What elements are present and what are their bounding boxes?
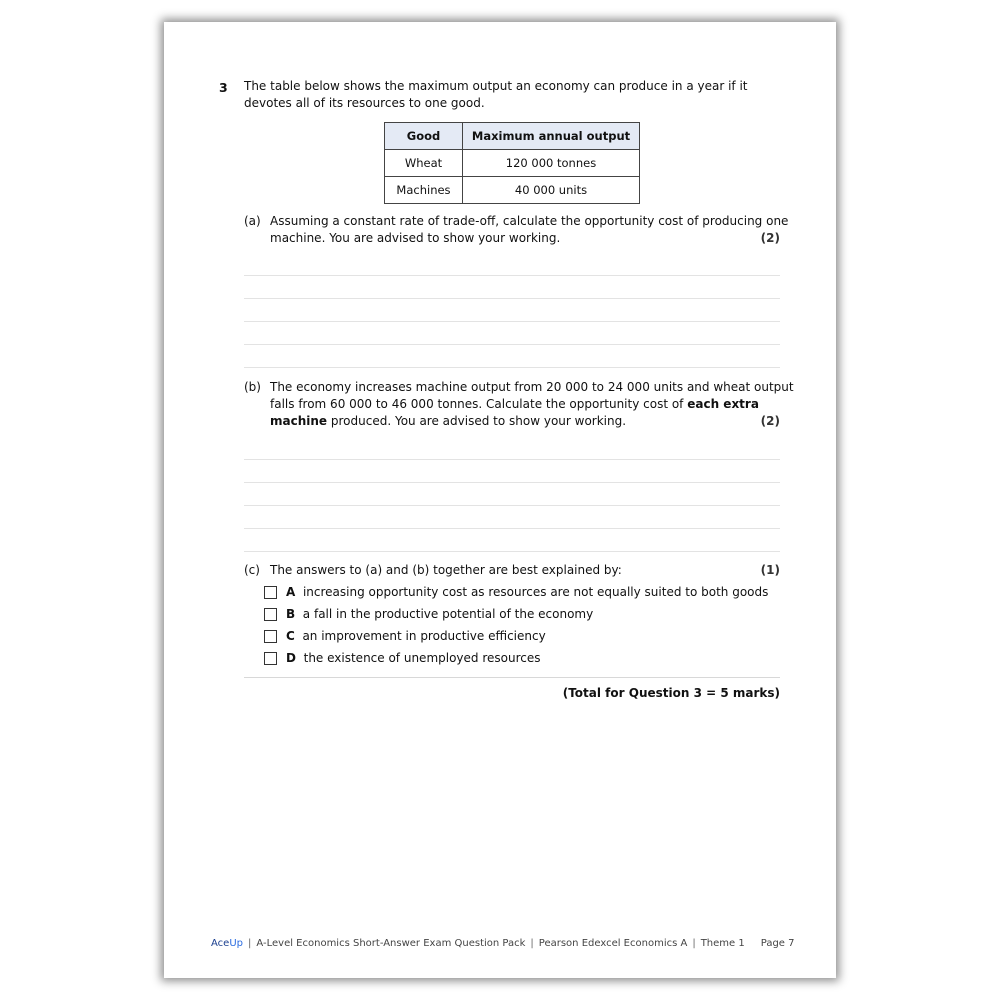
part-b-label: (b) <box>244 380 261 394</box>
part-b-marks: (2) <box>760 414 780 428</box>
part-b-line2 <box>270 396 759 413</box>
part-a-marks: (2) <box>760 231 780 245</box>
table-cell-output: 40 000 units <box>463 177 640 204</box>
answer-line <box>244 459 780 460</box>
answer-line <box>244 367 780 368</box>
answer-line <box>244 275 780 276</box>
question-number: 3 <box>219 80 228 95</box>
footer-page-number: Page 7 <box>760 938 795 949</box>
option-c <box>286 628 546 645</box>
option-a-text: increasing opportunity cost as resources are not equally suited to both goods <box>302 585 769 599</box>
part-b-line3-text: produced. You are advised to show your working. <box>327 414 627 428</box>
option-c-letter: C <box>286 629 295 643</box>
answer-line <box>244 528 780 529</box>
option-d-checkbox[interactable] <box>264 652 277 665</box>
option-c-checkbox[interactable] <box>264 630 277 643</box>
output-table <box>384 122 640 204</box>
answer-line <box>244 505 780 506</box>
option-d-text: the existence of unemployed resources <box>303 651 541 665</box>
question-stem-line1: The table below shows the maximum output an economy can produce in a year if it <box>244 79 748 93</box>
footer-board: Pearson Edexcel Economics A <box>538 938 688 949</box>
table-header-row <box>385 123 640 150</box>
footer-theme: Theme 1 <box>700 938 745 949</box>
page-footer: AceUp | A-Level Economics Short-Answer Exam Question Pack | Pearson Edexcel Economics A | Theme 1 Page 7 <box>211 938 795 949</box>
table-header-output: Maximum annual output <box>463 123 640 150</box>
part-c-marks: (1) <box>760 563 780 577</box>
part-a-label: (a) <box>244 214 261 228</box>
option-a-letter: A <box>286 585 296 599</box>
section-divider <box>244 677 780 678</box>
question-stem-line2: devotes all of its resources to one good. <box>244 96 485 110</box>
option-a <box>286 584 768 601</box>
table-cell-good: Wheat <box>385 150 463 177</box>
footer-brand: AceUp <box>211 938 243 949</box>
answer-line <box>244 298 780 299</box>
answer-line <box>244 321 780 322</box>
option-a-checkbox[interactable] <box>264 586 277 599</box>
part-b-line1: The economy increases machine output from 20 000 to 24 000 units and wheat output <box>270 380 794 394</box>
table-cell-output: 120 000 tonnes <box>463 150 640 177</box>
part-a-line2: machine. You are advised to show your working. <box>270 231 561 245</box>
part-a-line1: Assuming a constant rate of trade-off, calculate the opportunity cost of producing one <box>270 214 789 228</box>
exam-page <box>164 22 836 978</box>
part-b-emphasis-2: machine <box>270 414 328 428</box>
option-b-letter: B <box>286 607 296 621</box>
option-c-text: an improvement in productive efficiency <box>302 629 546 643</box>
part-b-line3 <box>270 413 626 430</box>
answer-line <box>244 344 780 345</box>
option-d-letter: D <box>286 651 296 665</box>
question-total: (Total for Question 3 = 5 marks) <box>562 686 780 700</box>
table-row <box>385 150 640 177</box>
table-row <box>385 177 640 204</box>
part-c-label: (c) <box>244 563 260 577</box>
table-cell-good: Machines <box>385 177 463 204</box>
answer-line <box>244 482 780 483</box>
footer-pack-title: A-Level Economics Short-Answer Exam Question Pack <box>256 938 526 949</box>
part-c-prompt: The answers to (a) and (b) together are best explained by: <box>270 563 622 577</box>
option-b-text: a fall in the productive potential of the economy <box>302 607 594 621</box>
part-b-emphasis-1: each extra <box>687 397 759 411</box>
option-b <box>286 606 593 623</box>
option-d <box>286 650 541 667</box>
option-b-checkbox[interactable] <box>264 608 277 621</box>
table-header-good: Good <box>385 123 463 150</box>
answer-line <box>244 551 780 552</box>
part-b-line2-text: falls from 60 000 to 46 000 tonnes. Calculate the opportunity cost of <box>270 397 688 411</box>
